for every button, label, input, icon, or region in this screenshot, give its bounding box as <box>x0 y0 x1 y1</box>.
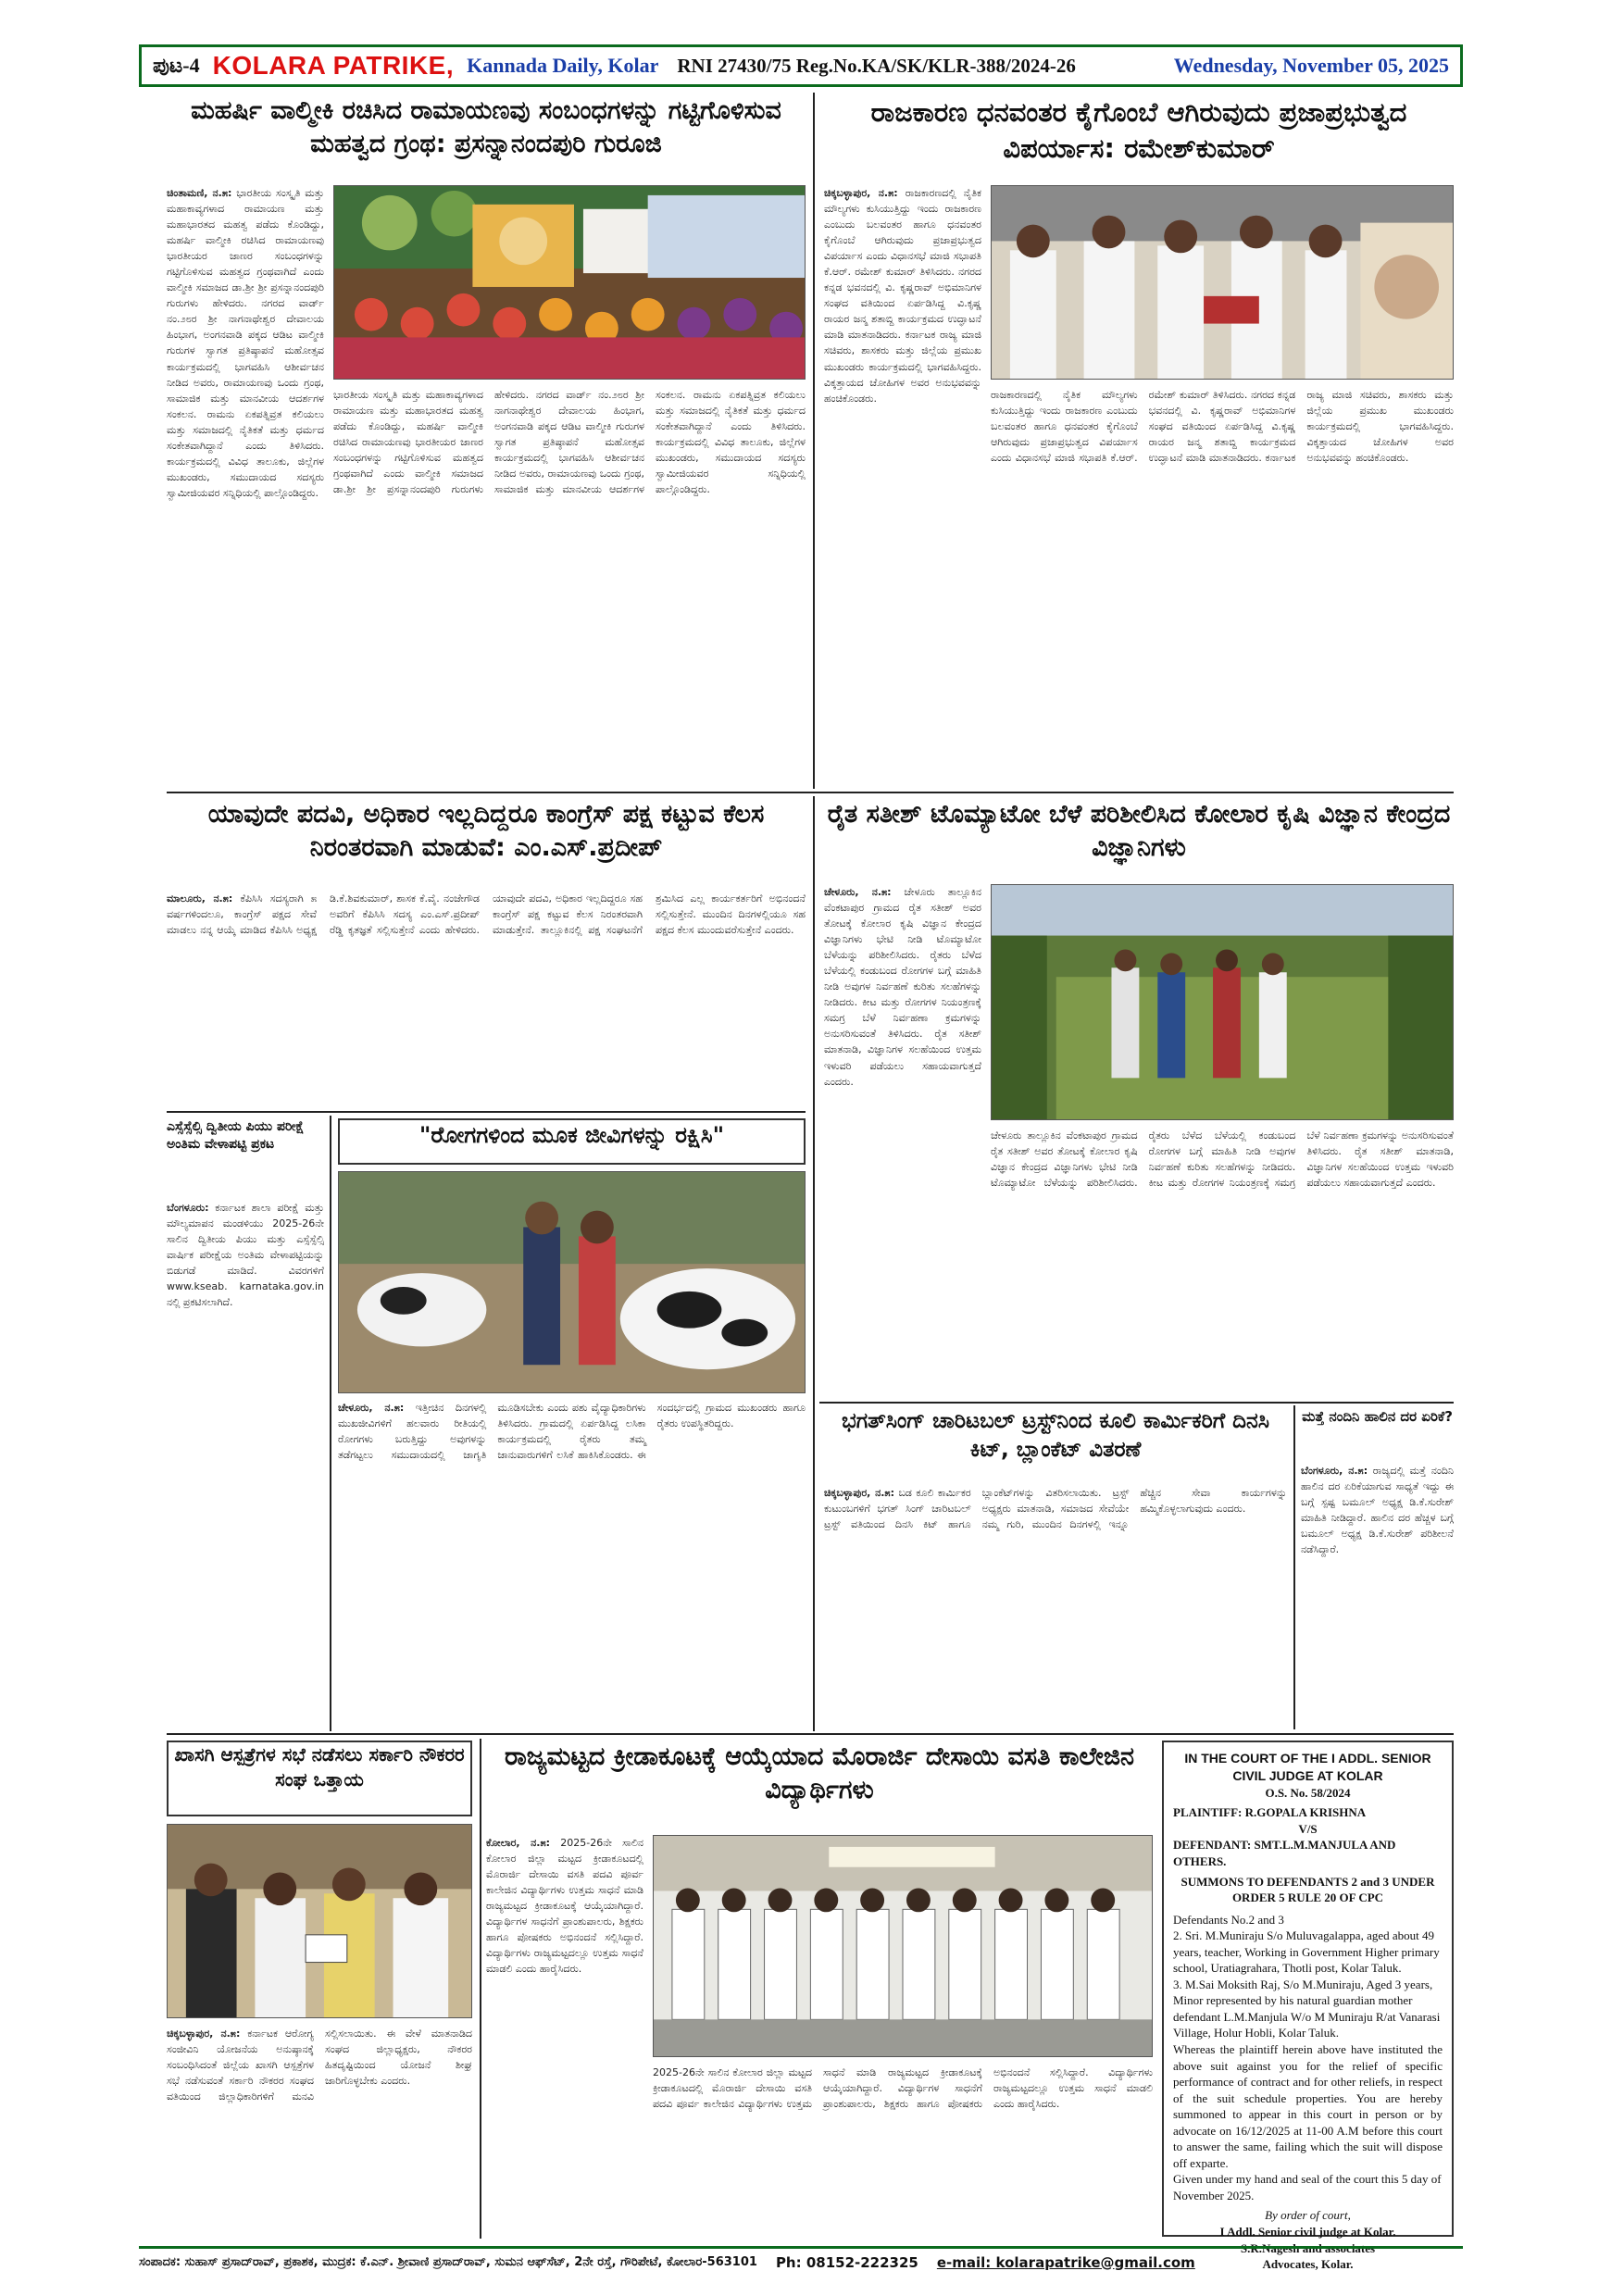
tomato-headline: ರೈತ ಸತೀಶ್ ಟೊಮ್ಯಾಟೋ ಬೆಳೆ ಪರಿಶೀಲಿಸಿದ ಕೋಲಾರ ಕೃಷಿ ವಿಜ್ಞಾನ ಕೇಂದ್ರದ ವಿಜ್ಞಾನಿಗಳು <box>827 800 1451 863</box>
hospital-headline: ಖಾಸಗಿ ಆಸ್ಪತ್ರೆಗಳ ಸಭೆ ನಡೆಸಲು ಸರ್ಕಾರಿ ನೌಕರರ ಸಂಘ ಒತ್ತಾಯ <box>167 1741 472 1816</box>
legal-defendant-2: 2. Sri. M.Muniraju S/o Muluvagalappa, aged about 49 years, teacher, Working in Government Higher primary school, Uratiagrahara, Thotli post, Kolar Taluk. <box>1173 1928 1440 1976</box>
legal-judge: I Addl. Senior civil judge at Kolar. <box>1219 2225 1396 2239</box>
column-divider <box>813 93 815 789</box>
footer-email[interactable]: e-mail: kolarapatrike@gmail.com <box>936 2253 1195 2271</box>
ramesh-kumar-photo <box>991 185 1454 380</box>
legal-summons: SUMMONS TO DEFENDANTS 2 and 3 UNDER ORDER 5 RULE 20 OF CPC <box>1181 1874 1435 1905</box>
congress-dateline: ಮಾಲೂರು, ನ.೫: <box>167 892 233 905</box>
legal-plaintiff: PLAINTIFF: R.GOPALA KRISHNA <box>1173 1805 1367 1820</box>
footer-imprint: ಸಂಪಾದಕ: ಸುಹಾಸ್ ಪ್ರಸಾದ್‌ರಾವ್, ಪ್ರಕಾಶಕ, ಮುದ್ರಕ: ಕೆ.ಎನ್. ಶ್ರೀವಾಣಿ ಪ್ರಸಾದ್‌ರಾವ್, ಸುಮನ ಆಫ್‌ಸೆಟ್, 2ನೇ ರಸ್ತೆ, ಗೌರಿಪೇಟೆ, ಕೋಲಾರ-563101 <box>139 2255 757 2269</box>
congress-body <box>167 891 806 1108</box>
morarji-photo <box>653 1835 1153 2057</box>
registration-number: RNI 27430/75 Reg.No.KA/SK/KLR-388/2024-26 <box>677 54 1076 77</box>
legal-by-order: By order of court, <box>1265 2208 1351 2223</box>
paper-name: KOLARA PATRIKE, <box>212 51 455 80</box>
ramayana-dateline: ಚಿಂತಾಮಣಿ, ನ.೫: <box>167 187 232 199</box>
row-divider <box>167 792 1454 793</box>
congress-body-text: ಕೆಪಿಸಿಸಿ ಸದಸ್ಯರಾಗಿ ೫ ವರ್ಷಗಳಿಂದಲೂ, ಕಾಂಗ್ರೆಸ್ ಪಕ್ಷದ ಸೇವೆ ಮಾಡಲು ನನ್ನ ಆಯ್ಕೆ ಮಾಡಿದ ಕೆಪಿಸಿಸಿ ಅಧ್ಯಕ್ಷ ಡಿ.ಕೆ.ಶಿವಕುಮಾರ್, ಶಾಸಕ ಕೆ.ವೈ. ನಂಜೇಗೌಡ ಅವರಿಗೆ ಕೆಪಿಸಿಸಿ ಸದಸ್ಯ ಎಂ.ಎಸ್.ಪ್ರದೀಪ್ ರೆಡ್ಡಿ ಕೃತಜ್ಞತೆ ಸಲ್ಲಿಸುತ್ತೇನೆ ಎಂದು ಹೇಳಿದರು. ಯಾವುದೇ ಪದವಿ, ಅಧಿಕಾರ ಇಲ್ಲದಿದ್ದರೂ ಸಹ ಕಾಂಗ್ರೆಸ್ ಪಕ್ಷ ಕಟ್ಟುವ ಕೆಲಸ ನಿರಂತರವಾಗಿ ಮಾಡುತ್ತೇನೆ. ತಾಲ್ಲೂಕಿನಲ್ಲಿ ಪಕ್ಷ ಸಂಘಟನೆಗೆ ಶ್ರಮಿಸಿದ ಎಲ್ಲ ಕಾರ್ಯಕರ್ತರಿಗೆ ಅಭಿನಂದನೆ ಸಲ್ಲಿಸುತ್ತೇನೆ. ಮುಂದಿನ ದಿನಗಳಲ್ಲಿಯೂ ಸಹ ಪಕ್ಷದ ಕೆಲಸ ಮುಂದುವರೆಸುತ್ತೇನೆ ಎಂದರು. <box>167 892 806 937</box>
nandini-dateline: ಬೆಂಗಳೂರು, ನ.೫: <box>1301 1465 1368 1477</box>
ramesh-kumar-headline: ರಾಜಕಾರಣ ಧನವಂತರ ಕೈಗೊಂಬೆ ಆಗಿರುವುದು ಪ್ರಜಾಪ್ರಭುತ್ವದ ವಿಪರ್ಯಾಸ: ರಮೇಶ್‌ಕುಮಾರ್ <box>870 96 1407 165</box>
issue-date: Wednesday, November 05, 2025 <box>1173 54 1449 77</box>
ramayana-headline: ಮಹರ್ಷಿ ವಾಲ್ಮೀಕಿ ರಚಿಸಿದ ರಾಮಾಯಣವು ಸಂಬಂಧಗಳನ್ನು ಗಟ್ಟಿಗೊಳಿಸುವ ಮಹತ್ವದ ಗ್ರಂಥ: ಪ್ರಸನ್ನಾನಂದಪುರಿ ಗುರೂಜಿ <box>191 96 781 159</box>
legal-defendant: DEFENDANT: SMT.L.M.MANJULA AND OTHERS. <box>1173 1838 1396 1868</box>
ramesh-kumar-body-cont: ರಾಜಕಾರಣದಲ್ಲಿ ನೈತಿಕ ಮೌಲ್ಯಗಳು ಕುಸಿಯುತ್ತಿದ್ದು ಇಂದು ರಾಜಕಾರಣ ಎಂಬುದು ಬಲವಂತರ ಹಾಗೂ ಧನವಂತರ ಕೈಗೊಂಬೆ ಆಗಿರುವುದು ಪ್ರಜಾಪ್ರಭುತ್ವದ ವಿಪರ್ಯಾಸ ಎಂದು ವಿಧಾನಸಭೆ ಮಾಜಿ ಸಭಾಪತಿ ಕೆ.ಆರ್. ರಮೇಶ್ ಕುಮಾರ್ ತಿಳಿಸಿದರು. ನಗರದ ಕನ್ನಡ ಭವನದಲ್ಲಿ ವಿ. ಕೃಷ್ಣರಾವ್ ಅಭಿಮಾನಿಗಳ ಸಂಘದ ವತಿಯಿಂದ ಏರ್ಪಡಿಸಿದ್ದ ವಿ.ಕೃಷ್ಣ ರಾಯರ ಜನ್ಮ ಶತಾಬ್ದಿ ಕಾರ್ಯಕ್ರಮದ ಉದ್ಘಾಟನೆ ಮಾಡಿ ಮಾತನಾಡಿದರು. ಕರ್ನಾಟಕ ರಾಜ್ಯ ಮಾಜಿ ಸಚಿವರು, ಶಾಸಕರು ಮತ್ತು ಜಿಲ್ಲೆಯ ಪ್ರಮುಖ ಮುಖಂಡರು ಕಾರ್ಯಕ್ರಮದಲ್ಲಿ ಭಾಗವಹಿಸಿದ್ದರು. ವಿಕ್ಕತ್ತಾಯದ ಚೋಹಿಗಳ ಅವರ ಅನುಭವವನ್ನು ಹಂಚಿಕೊಂಡರು. <box>991 389 1454 465</box>
tomato-dateline: ಚೇಳೂರು, ನ.೫: <box>824 886 892 898</box>
legal-whereas: Whereas the plaintiff herein above have instituted the above suit against you for the relief of specific performance of contract and for other reliefs, in respect of the suit schedule properties. You are hereby summoned to appear in this court in person or by advocate on 16/12/2025 at 11-00 A.M before this court to answer the same, failing which the suit will dispose off exparte. <box>1173 2041 1443 2170</box>
column-divider <box>813 796 815 1731</box>
hospital-dateline: ಚಿಕ್ಕಬಳ್ಳಾಪುರ, ನ.೫: <box>167 2028 241 2040</box>
legal-vs: V/S <box>1298 1821 1318 1836</box>
paper-subtitle: Kannada Daily, Kolar <box>467 54 659 77</box>
legal-advocates: S.R.Nagesh and associates <box>1240 2240 1376 2255</box>
legal-advocates-city: Advocates, Kolar. <box>1262 2257 1354 2272</box>
tomato-body-text: ಚೇಳೂರು ತಾಲ್ಲೂಕಿನ ವೆಂಕಟಾಪುರ ಗ್ರಾಮದ ರೈತ ಸತೀಶ್ ಅವರ ತೋಟಕ್ಕೆ ಕೋಲಾರ ಕೃಷಿ ವಿಜ್ಞಾನ ಕೇಂದ್ರದ ವಿಜ್ಞಾನಿಗಳು ಭೇಟಿ ನೀಡಿ ಟೊಮ್ಯಾಟೋ ಬೆಳೆಯನ್ನು ಪರಿಶೀಲಿಸಿದರು. ರೈತರು ಬೆಳೆದ ಬೆಳೆಯಲ್ಲಿ ಕಂಡುಬಂದ ರೋಗಗಳ ಬಗ್ಗೆ ಮಾಹಿತಿ ನೀಡಿ ಅವುಗಳ ನಿರ್ವಹಣೆ ಕುರಿತು ಸಲಹೆಗಳನ್ನು ನೀಡಿದರು. ಕೀಟ ಮತ್ತು ರೋಗಗಳ ನಿಯಂತ್ರಣಕ್ಕೆ ಸಮಗ್ರ ಬೆಳೆ ನಿರ್ವಹಣಾ ಕ್ರಮಗಳನ್ನು ಅನುಸರಿಸುವಂತೆ ತಿಳಿಸಿದರು. ರೈತ ಸತೀಶ್ ಮಾತನಾಡಿ, ವಿಜ್ಞಾನಿಗಳ ಸಲಹೆಯಿಂದ ಉತ್ತಮ ಇಳುವರಿ ಪಡೆಯಲು ಸಹಾಯವಾಗುತ್ತದೆ ಎಂದರು. <box>824 886 981 1088</box>
morarji-body-text: 2025-26ನೇ ಸಾಲಿನ ಕೋಲಾರ ಜಿಲ್ಲಾ ಮಟ್ಟದ ಕ್ರೀಡಾಕೂಟದಲ್ಲಿ ಮೊರಾರ್ಜಿ ದೇಸಾಯಿ ವಸತಿ ಪದವಿ ಪೂರ್ವ ಕಾಲೇಜಿನ ವಿದ್ಯಾರ್ಥಿಗಳು ಉತ್ತಮ ಸಾಧನೆ ಮಾಡಿ ರಾಜ್ಯಮಟ್ಟದ ಕ್ರೀಡಾಕೂಟಕ್ಕೆ ಆಯ್ಕೆಯಾಗಿದ್ದಾರೆ. ವಿದ್ಯಾರ್ಥಿಗಳ ಸಾಧನೆಗೆ ಪ್ರಾಂಶುಪಾಲರು, ಶಿಕ್ಷಕರು ಹಾಗೂ ಪೋಷಕರು ಅಭಿನಂದನೆ ಸಲ್ಲಿಸಿದ್ದಾರೆ. ವಿದ್ಯಾರ್ಥಿಗಳು ರಾಜ್ಯಮಟ್ಟದಲ್ಲೂ ಉತ್ತಮ ಸಾಧನೆ ಮಾಡಲಿ ಎಂದು ಹಾರೈಸಿದರು. <box>486 1837 643 1976</box>
ramayana-body-cont: ಭಾರತೀಯ ಸಂಸ್ಕೃತಿ ಮತ್ತು ಮಹಾಕಾವ್ಯಗಳಾದ ರಾಮಾಯಣ ಮತ್ತು ಮಹಾಭಾರತದ ಮಹತ್ವ ಪಡೆದು ಕೊಂಡಿದ್ದು, ಮಹರ್ಷಿ ವಾಲ್ಮೀಕಿ ರಚಿಸಿದ ರಾಮಾಯಣವು ಭಾರತೀಯರ ಜಾಣರ ಸಂಬಂಧಗಳನ್ನು ಗಟ್ಟಿಗೊಳಿಸುವ ಮಹತ್ವದ ಗ್ರಂಥವಾಗಿದೆ ಎಂದು ವಾಲ್ಮೀಕಿ ಸಮಾಜದ ಡಾ.ಶ್ರೀ ಶ್ರೀ ಪ್ರಸನ್ನಾನಂದಪುರಿ ಗುರುಗಳು ಹೇಳಿದರು. ನಗರದ ವಾರ್ಡ್ ನಂ.೨೮ರ ಶ್ರೀ ನಾಗನಾಥೇಶ್ವರ ದೇವಾಲಯ ಹಿಂಭಾಗ, ಅಂಗನವಾಡಿ ಪಕ್ಕದ ಆಡಿಟ ವಾಲ್ಮೀಕಿ ಗುರುಗಳ ಸ್ವಾಗತ ಪ್ರತಿಷ್ಠಾಪನೆ ಮಹೋತ್ಸವ ಕಾರ್ಯಕ್ರಮದಲ್ಲಿ ಭಾಗವಹಿಸಿ ಆಶೀರ್ವಚನ ನೀಡಿದ ಅವರು, ರಾಮಾಯಣವು ಒಂದು ಗ್ರಂಥ, ಸಾಮಾಜಿಕ ಮತ್ತು ಮಾನವೀಯ ಆದರ್ಶಗಳ ಸಂಕಲನ. ರಾಮನು ಏಕಪತ್ನಿವ್ರತ ಕಲಿಯಲು ಮತ್ತು ಸಮಾಜದಲ್ಲಿ ನೈತಿಕತೆ ಮತ್ತು ಧರ್ಮದ ಸಂಕೇತವಾಗಿದ್ದಾನೆ ಎಂದು ತಿಳಿಸಿದರು. ಕಾರ್ಯಕ್ರಮದಲ್ಲಿ ವಿವಿಧ ತಾಲೂಕು, ಜಿಲ್ಲೆಗಳ ಮುಖಂಡರು, ಸಮುದಾಯದ ಸದಸ್ಯರು ಸ್ವಾಮೀಜಿಯವರ ಸನ್ನಿಧಿಯಲ್ಲಿ ಪಾಲ್ಗೊಂಡಿದ್ದರು. <box>333 389 806 496</box>
congress-headline: ಯಾವುದೇ ಪದವಿ, ಅಧಿಕಾರ ಇಲ್ಲದಿದ್ದರೂ ಕಾಂಗ್ರೆಸ್ ಪಕ್ಷ ಕಟ್ಟುವ ಕೆಲಸ ನಿರಂತರವಾಗಿ ಮಾಡುವೆ: ಎಂ.ಎಸ್.ಪ್ರದೀಪ್ <box>207 800 765 863</box>
ramesh-kumar-dateline: ಚಿಕ್ಕಬಳ್ಳಾಪುರ, ನ.೫: <box>824 187 898 199</box>
cattle-dateline: ಚೇಳೂರು, ನ.೫: <box>338 1402 405 1414</box>
legal-court: IN THE COURT OF THE I ADDL. SENIOR CIVIL JUDGE AT KOLAR <box>1184 1751 1431 1783</box>
tomato-body-cont: ಚೇಳೂರು ತಾಲ್ಲೂಕಿನ ವೆಂಕಟಾಪುರ ಗ್ರಾಮದ ರೈತ ಸತೀಶ್ ಅವರ ತೋಟಕ್ಕೆ ಕೋಲಾರ ಕೃಷಿ ವಿಜ್ಞಾನ ಕೇಂದ್ರದ ವಿಜ್ಞಾನಿಗಳು ಭೇಟಿ ನೀಡಿ ಟೊಮ್ಯಾಟೋ ಬೆಳೆಯನ್ನು ಪರಿಶೀಲಿಸಿದರು. ರೈತರು ಬೆಳೆದ ಬೆಳೆಯಲ್ಲಿ ಕಂಡುಬಂದ ರೋಗಗಳ ಬಗ್ಗೆ ಮಾಹಿತಿ ನೀಡಿ ಅವುಗಳ ನಿರ್ವಹಣೆ ಕುರಿತು ಸಲಹೆಗಳನ್ನು ನೀಡಿದರು. ಕೀಟ ಮತ್ತು ರೋಗಗಳ ನಿಯಂತ್ರಣಕ್ಕೆ ಸಮಗ್ರ ಬೆಳೆ ನಿರ್ವಹಣಾ ಕ್ರಮಗಳನ್ನು ಅನುಸರಿಸುವಂತೆ ತಿಳಿಸಿದರು. ರೈತ ಸತೀಶ್ ಮಾತನಾಡಿ, ವಿಜ್ಞಾನಿಗಳ ಸಲಹೆಯಿಂದ ಉತ್ತಮ ಇಳುವರಿ ಪಡೆಯಲು ಸಹಾಯವಾಗುತ್ತದೆ ಎಂದರು. <box>991 1129 1454 1190</box>
legal-notice <box>1162 1741 1454 2272</box>
column-divider <box>480 1739 481 2239</box>
footer-phone: Ph: 08152-222325 <box>775 2253 918 2271</box>
sslc-body-text: ಕರ್ನಾಟಕ ಶಾಲಾ ಪರೀಕ್ಷೆ ಮತ್ತು ಮೌಲ್ಯಮಾಪನ ಮಂಡಳಿಯು 2025-26ನೇ ಸಾಲಿನ ದ್ವಿತೀಯ ಪಿಯು ಮತ್ತು ಎಸ್ಸೆಸ್ಸೆಲ್ಸಿ ವಾರ್ಷಿಕ ಪರೀಕ್ಷೆಯ ಅಂತಿಮ ವೇಳಾಪಟ್ಟಿಯನ್ನು ಬಿಡುಗಡೆ ಮಾಡಿದೆ. ವಿವರಗಳಿಗೆ www.kseab. karnataka.gov.in ನಲ್ಲಿ ಪ್ರಕಟಿಸಲಾಗಿದೆ. <box>167 1202 324 1309</box>
bhagat-singh-body <box>824 1485 1287 1728</box>
masthead <box>139 44 1463 87</box>
sslc-body <box>167 1200 324 1728</box>
ramesh-kumar-body-text: ರಾಜಕಾರಣದಲ್ಲಿ ನೈತಿಕ ಮೌಲ್ಯಗಳು ಕುಸಿಯುತ್ತಿದ್ದು ಇಂದು ರಾಜಕಾರಣ ಎಂಬುದು ಬಲವಂತರ ಹಾಗೂ ಧನವಂತರ ಕೈಗೊಂಬೆ ಆಗಿರುವುದು ಪ್ರಜಾಪ್ರಭುತ್ವದ ವಿಪರ್ಯಾಸ ಎಂದು ವಿಧಾನಸಭೆ ಮಾಜಿ ಸಭಾಪತಿ ಕೆ.ಆರ್. ರಮೇಶ್ ಕುಮಾರ್ ತಿಳಿಸಿದರು. ನಗರದ ಕನ್ನಡ ಭವನದಲ್ಲಿ ವಿ. ಕೃಷ್ಣರಾವ್ ಅಭಿಮಾನಿಗಳ ಸಂಘದ ವತಿಯಿಂದ ಏರ್ಪಡಿಸಿದ್ದ ವಿ.ಕೃಷ್ಣ ರಾಯರ ಜನ್ಮ ಶತಾಬ್ದಿ ಕಾರ್ಯಕ್ರಮದ ಉದ್ಘಾಟನೆ ಮಾಡಿ ಮಾತನಾಡಿದರು. ಕರ್ನಾಟಕ ರಾಜ್ಯ ಮಾಜಿ ಸಚಿವರು, ಶಾಸಕರು ಮತ್ತು ಜಿಲ್ಲೆಯ ಪ್ರಮುಖ ಮುಖಂಡರು ಕಾರ್ಯಕ್ರಮದಲ್ಲಿ ಭಾಗವಹಿಸಿದ್ದರು. ವಿಕ್ಕತ್ತಾಯದ ಚೋಹಿಗಳ ಅವರ ಅನುಭವವನ್ನು ಹಂಚಿಕೊಂಡರು. <box>824 187 981 405</box>
cattle-body <box>338 1400 806 1728</box>
legal-case-no: O.S. No. 58/2024 <box>1265 1785 1351 1800</box>
legal-defendants-label: Defendants No.2 and 3 <box>1173 1912 1284 1927</box>
sslc-dateline: ಬೆಂಗಳೂರು: <box>167 1202 209 1214</box>
bhagat-singh-headline: ಭಗತ್‌ಸಿಂಗ್ ಚಾರಿಟಬಲ್ ಟ್ರಸ್ಟ್‌ನಿಂದ ಕೂಲಿ ಕಾರ್ಮಿಕರಿಗೆ ದಿನಸಿ ಕಿಟ್, ಬ್ಲಾಂಕೆಟ್ ವಿತರಣೆ <box>842 1409 1269 1463</box>
hospital-photo <box>167 1824 472 2018</box>
tomato-body <box>824 884 981 1398</box>
ramayana-body <box>167 185 324 787</box>
ramayana-photo <box>333 185 806 380</box>
bhagat-singh-dateline: ಚಿಕ್ಕಬಳ್ಳಾಪುರ, ನ.೫: <box>824 1487 894 1499</box>
column-divider <box>1293 1405 1295 1729</box>
ramesh-kumar-body <box>824 185 981 787</box>
footer <box>139 2246 1463 2276</box>
section-divider <box>167 1111 806 1113</box>
hospital-body-text: ಕರ್ನಾಟಕ ಆರೋಗ್ಯ ಸಂಜೀವಿನಿ ಯೋಜನೆಯ ಅನುಷ್ಠಾನಕ್ಕೆ ಸಂಬಂಧಿಸಿದಂತೆ ಜಿಲ್ಲೆಯ ಖಾಸಗಿ ಆಸ್ಪತ್ರೆಗಳ ಸಭೆ ನಡೆಸುವಂತೆ ಸರ್ಕಾರಿ ನೌಕರರ ಸಂಘದ ವತಿಯಿಂದ ಜಿಲ್ಲಾಧಿಕಾರಿಗಳಿಗೆ ಮನವಿ ಸಲ್ಲಿಸಲಾಯಿತು. ಈ ವೇಳೆ ಮಾತನಾಡಿದ ಸಂಘದ ಜಿಲ್ಲಾಧ್ಯಕ್ಷರು, ನೌಕರರ ಹಿತದೃಷ್ಟಿಯಿಂದ ಯೋಜನೆ ಶೀಘ್ರ ಜಾರಿಗೊಳ್ಳಬೇಕು ಎಂದರು. <box>167 2028 472 2103</box>
legal-defendant-3: 3. M.Sai Moksith Raj, S/o M.Muniraju, Aged 3 years, Minor represented by his natural guardian mother defendant L.M.Manjula W/o M Muniraju R/at Vanarasi Village, Holur Hobli, Kolar Taluk. <box>1173 1977 1441 2040</box>
hospital-body <box>167 2026 472 2237</box>
bhagat-singh-body-text: ಬಡ ಕೂಲಿ ಕಾರ್ಮಿಕರ ಕುಟುಂಬಗಳಿಗೆ ಭಗತ್ ಸಿಂಗ್ ಚಾರಿಟಬಲ್ ಟ್ರಸ್ಟ್ ವತಿಯಿಂದ ದಿನಸಿ ಕಿಟ್ ಹಾಗೂ ಬ್ಲಾಂಕೆಟ್‌ಗಳನ್ನು ವಿತರಿಸಲಾಯಿತು. ಟ್ರಸ್ಟ್ ಅಧ್ಯಕ್ಷರು ಮಾತನಾಡಿ, ಸಮಾಜದ ಸೇವೆಯೇ ನಮ್ಮ ಗುರಿ, ಮುಂದಿನ ದಿನಗಳಲ್ಲಿ ಇನ್ನೂ ಹೆಚ್ಚಿನ ಸೇವಾ ಕಾರ್ಯಗಳನ್ನು ಹಮ್ಮಿಕೊಳ್ಳಲಾಗುವುದು ಎಂದರು. <box>824 1487 1287 1531</box>
cattle-body-text: ಇತ್ತೀಚಿನ ದಿನಗಳಲ್ಲಿ ಮುಖಜೀವಿಗಳಿಗೆ ಹಲವಾರು ರೀತಿಯಲ್ಲಿ ರೋಗಗಳು ಬರುತ್ತಿದ್ದು ಅವುಗಳನ್ನು ತಡೆಗಟ್ಟಲು ಸಮುದಾಯದಲ್ಲಿ ಜಾಗೃತಿ ಮೂಡಿಸಬೇಕು ಎಂದು ಪಶು ವೈದ್ಯಾಧಿಕಾರಿಗಳು ತಿಳಿಸಿದರು. ಗ್ರಾಮದಲ್ಲಿ ಏರ್ಪಡಿಸಿದ್ದ ಲಸಿಕಾ ಕಾರ್ಯಕ್ರಮದಲ್ಲಿ ರೈತರು ತಮ್ಮ ಜಾನುವಾರುಗಳಿಗೆ ಲಸಿಕೆ ಹಾಕಿಸಿಕೊಂಡರು. ಈ ಸಂದರ್ಭದಲ್ಲಿ ಗ್ರಾಮದ ಮುಖಂಡರು ಹಾಗೂ ರೈತರು ಉಪಸ್ಥಿತರಿದ್ದರು. <box>338 1402 806 1462</box>
morarji-headline: ರಾಜ್ಯಮಟ್ಟದ ಕ್ರೀಡಾಕೂಟಕ್ಕೆ ಆಯ್ಕೆಯಾದ ಮೊರಾರ್ಜಿ ದೇಸಾಯಿ ವಸತಿ ಕಾಲೇಜಿನ ವಿದ್ಯಾರ್ಥಿಗಳು <box>504 1742 1135 1805</box>
page-number: ಪುಟ-4 <box>153 54 200 77</box>
ramayana-body-text: ಭಾರತೀಯ ಸಂಸ್ಕೃತಿ ಮತ್ತು ಮಹಾಕಾವ್ಯಗಳಾದ ರಾಮಾಯಣ ಮತ್ತು ಮಹಾಭಾರತದ ಮಹತ್ವ ಪಡೆದು ಕೊಂಡಿದ್ದು, ಮಹರ್ಷಿ ವಾಲ್ಮೀಕಿ ರಚಿಸಿದ ರಾಮಾಯಣವು ಭಾರತೀಯರ ಜಾಣರ ಸಂಬಂಧಗಳನ್ನು ಗಟ್ಟಿಗೊಳಿಸುವ ಮಹತ್ವದ ಗ್ರಂಥವಾಗಿದೆ ಎಂದು ವಾಲ್ಮೀಕಿ ಸಮಾಜದ ಡಾ.ಶ್ರೀ ಶ್ರೀ ಪ್ರಸನ್ನಾನಂದಪುರಿ ಗುರುಗಳು ಹೇಳಿದರು. ನಗರದ ವಾರ್ಡ್ ನಂ.೨೮ರ ಶ್ರೀ ನಾಗನಾಥೇಶ್ವರ ದೇವಾಲಯ ಹಿಂಭಾಗ, ಅಂಗನವಾಡಿ ಪಕ್ಕದ ಆಡಿಟ ವಾಲ್ಮೀಕಿ ಗುರುಗಳ ಸ್ವಾಗತ ಪ್ರತಿಷ್ಠಾಪನೆ ಮಹೋತ್ಸವ ಕಾರ್ಯಕ್ರಮದಲ್ಲಿ ಭಾಗವಹಿಸಿ ಆಶೀರ್ವಚನ ನೀಡಿದ ಅವರು, ರಾಮಾಯಣವು ಒಂದು ಗ್ರಂಥ, ಸಾಮಾಜಿಕ ಮತ್ತು ಮಾನವೀಯ ಆದರ್ಶಗಳ ಸಂಕಲನ. ರಾಮನು ಏಕಪತ್ನಿವ್ರತ ಕಲಿಯಲು ಮತ್ತು ಸಮಾಜದಲ್ಲಿ ನೈತಿಕತೆ ಮತ್ತು ಧರ್ಮದ ಸಂಕೇತವಾಗಿದ್ದಾನೆ ಎಂದು ತಿಳಿಸಿದರು. ಕಾರ್ಯಕ್ರಮದಲ್ಲಿ ವಿವಿಧ ತಾಲೂಕು, ಜಿಲ್ಲೆಗಳ ಮುಖಂಡರು, ಸಮುದಾಯದ ಸದಸ್ಯರು ಸ್ವಾಮೀಜಿಯವರ ಸನ್ನಿಧಿಯಲ್ಲಿ ಪಾಲ್ಗೊಂಡಿದ್ದರು. <box>167 187 324 499</box>
sslc-headline: ಎಸ್ಸೆಸ್ಸೆಲ್ಸಿ ದ್ವಿತೀಯ ಪಿಯು ಪರೀಕ್ಷೆ ಅಂತಿಮ ವೇಳಾಪಟ್ಟಿ ಪ್ರಕಟ <box>167 1119 305 1152</box>
nandini-headline: ಮತ್ತೆ ನಂದಿನಿ ಹಾಲಿನ ದರ ಏರಿಕೆ? <box>1302 1408 1453 1425</box>
morarji-body-cont: 2025-26ನೇ ಸಾಲಿನ ಕೋಲಾರ ಜಿಲ್ಲಾ ಮಟ್ಟದ ಕ್ರೀಡಾಕೂಟದಲ್ಲಿ ಮೊರಾರ್ಜಿ ದೇಸಾಯಿ ವಸತಿ ಪದವಿ ಪೂರ್ವ ಕಾಲೇಜಿನ ವಿದ್ಯಾರ್ಥಿಗಳು ಉತ್ತಮ ಸಾಧನೆ ಮಾಡಿ ರಾಜ್ಯಮಟ್ಟದ ಕ್ರೀಡಾಕೂಟಕ್ಕೆ ಆಯ್ಕೆಯಾಗಿದ್ದಾರೆ. ವಿದ್ಯಾರ್ಥಿಗಳ ಸಾಧನೆಗೆ ಪ್ರಾಂಶುಪಾಲರು, ಶಿಕ್ಷಕರು ಹಾಗೂ ಪೋಷಕರು ಅಭಿನಂದನೆ ಸಲ್ಲಿಸಿದ್ದಾರೆ. ವಿದ್ಯಾರ್ಥಿಗಳು ರಾಜ್ಯಮಟ್ಟದಲ್ಲೂ ಉತ್ತಮ ಸಾಧನೆ ಮಾಡಲಿ ಎಂದು ಹಾರೈಸಿದರು. <box>653 2066 1153 2111</box>
row-divider <box>167 1733 1454 1735</box>
column-divider <box>330 1116 331 1731</box>
morarji-body <box>486 1835 643 2237</box>
tomato-photo <box>991 884 1454 1120</box>
cattle-headline: "ರೋಗಗಳಿಂದ ಮೂಕ ಜೀವಿಗಳನ್ನು ರಕ್ಷಿಸಿ" <box>338 1118 806 1165</box>
morarji-dateline: ಕೋಲಾರ, ನ.೫: <box>486 1837 550 1849</box>
cattle-photo <box>338 1171 806 1393</box>
legal-given: Given under my hand and seal of the court this 5 day of November 2025. <box>1173 2172 1442 2202</box>
nandini-body <box>1301 1463 1454 1728</box>
nandini-body-text: ರಾಜ್ಯದಲ್ಲಿ ಮತ್ತೆ ನಂದಿನಿ ಹಾಲಿನ ದರ ಏರಿಕೆಯಾಗುವ ಸಾಧ್ಯತೆ ಇದ್ದು ಈ ಬಗ್ಗೆ ಸ್ಪಷ್ಟ ಬಮೂಲ್ ಅಧ್ಯಕ್ಷ ಡಿ.ಕೆ.ಸುರೇಶ್ ಮಾಹಿತಿ ನೀಡಿದ್ದಾರೆ. ಹಾಲಿನ ದರ ಹೆಚ್ಚಳ ಬಗ್ಗೆ ಬಮೂಲ್ ಅಧ್ಯಕ್ಷ ಡಿ.ಕೆ.ಸುರೇಶ್ ಪರಿಶೀಲನೆ ನಡೆಸಿದ್ದಾರೆ. <box>1301 1465 1454 1556</box>
section-divider <box>819 1402 1454 1404</box>
